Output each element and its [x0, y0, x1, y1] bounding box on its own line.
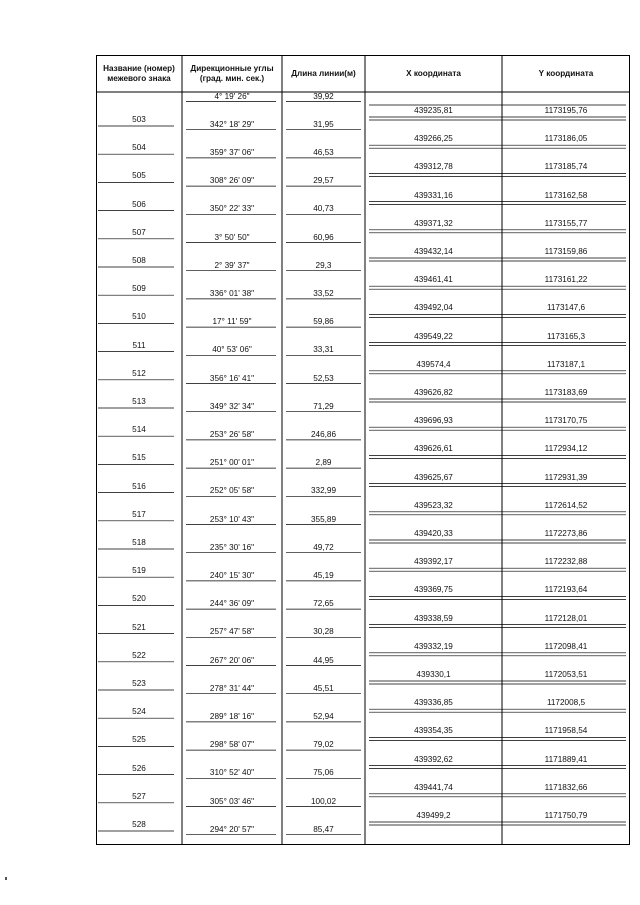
coordinates-table [96, 55, 630, 845]
direction-angle-cell: 350° 22' 33" [209, 204, 255, 214]
line-length-cell: 40,73 [313, 204, 334, 214]
y-coordinate-cell: 1171832,66 [544, 782, 588, 792]
y-coordinate-cell: 1173162,58 [544, 190, 588, 200]
point-name-cell: 525 [132, 735, 146, 745]
direction-angle-cell: 251° 00' 01" [209, 458, 255, 468]
point-name-cell: 526 [132, 763, 146, 773]
line-length-cell: 332,99 [310, 486, 337, 496]
direction-angle-cell: 252° 05' 58" [209, 486, 255, 496]
point-name-cell: 503 [132, 115, 146, 124]
direction-angle-cell: 253° 10' 43" [209, 514, 255, 524]
x-coordinate-cell: 439420,33 [414, 529, 453, 538]
point-name-cell: 522 [132, 650, 146, 660]
line-length-cell: 30,28 [313, 627, 334, 637]
x-coordinate-cell: 439432,14 [414, 247, 453, 256]
y-coordinate-cell: 1173185,74 [544, 162, 588, 172]
direction-angle-cell: 289° 18' 16" [209, 711, 255, 721]
x-coordinate-cell: 439626,82 [414, 388, 453, 397]
point-name-cell: 518 [132, 538, 146, 547]
line-length-cell: 52,53 [313, 373, 334, 383]
line-length-cell: 45,19 [313, 570, 334, 580]
point-name-cell: 528 [132, 820, 146, 829]
y-coordinate-cell: 1173195,76 [544, 106, 588, 115]
direction-angle-cell: 294° 20' 57" [209, 824, 255, 834]
y-coordinate-cell: 1173155,77 [544, 218, 588, 228]
x-coordinate-cell: 439523,32 [414, 500, 453, 510]
direction-angle-cell: 308° 26' 09" [209, 176, 255, 186]
point-name-cell: 516 [132, 481, 146, 491]
y-coordinate-cell: 1172232,88 [544, 557, 588, 567]
line-length-cell: 33,31 [313, 345, 334, 355]
y-coordinate-cell: 1172053,51 [544, 670, 588, 679]
x-coordinate-cell: 439461,41 [414, 275, 453, 285]
point-name-cell: 523 [132, 679, 146, 688]
y-coordinate-cell: 1173147,6 [546, 303, 586, 313]
direction-angle-cell: 267° 20' 06" [209, 655, 255, 665]
direction-angle-cell: 17° 11' 59" [212, 317, 252, 327]
x-coordinate-cell: 439626,61 [414, 444, 453, 454]
direction-angle-cell: 349° 32' 34" [209, 401, 255, 411]
y-coordinate-cell: 1173186,05 [544, 134, 588, 144]
direction-angle-cell: 235° 30' 16" [209, 542, 255, 552]
line-length-cell: 2,89 [315, 458, 332, 468]
point-name-cell: 527 [132, 791, 146, 801]
point-name-cell: 520 [132, 594, 146, 604]
direction-angle-cell: 3° 50' 50" [214, 232, 250, 242]
point-name-cell: 504 [132, 143, 146, 153]
direction-angle-cell: 240° 15' 30" [209, 570, 255, 580]
line-length-cell: 29,3 [315, 260, 332, 270]
point-name-cell: 508 [132, 256, 146, 265]
x-coordinate-cell: 439499,2 [416, 811, 451, 820]
direction-angle-cell: 336° 01' 38" [209, 288, 255, 298]
direction-angle-cell: 253° 26' 58" [209, 429, 255, 439]
line-length-cell: 31,95 [313, 119, 334, 129]
point-name-cell: 511 [132, 340, 146, 350]
x-coordinate-cell: 439330,1 [416, 670, 451, 679]
y-coordinate-cell: 1172273,86 [544, 529, 588, 538]
direction-angle-cell: 278° 31' 44" [209, 683, 255, 693]
y-coordinate-cell: 1173187,1 [546, 359, 586, 369]
header-line-length: Длина линии(м) [291, 68, 356, 78]
header-x-coordinate: X координата [406, 68, 461, 78]
y-coordinate-cell: 1173170,75 [544, 416, 588, 426]
direction-angle-cell: 305° 03' 46" [209, 796, 255, 806]
line-length-cell: 60,96 [313, 232, 334, 242]
direction-angle-cell: 2° 39' 37" [214, 260, 250, 270]
point-name-cell: 515 [132, 453, 146, 463]
line-length-cell: 44,95 [313, 655, 334, 665]
x-coordinate-cell: 439549,22 [414, 331, 453, 341]
line-length-cell: 75,06 [313, 768, 334, 778]
direction-angle-cell: 4° 19' 26" [214, 91, 250, 101]
point-name-cell: 524 [132, 707, 146, 717]
line-length-cell: 355,89 [310, 514, 337, 524]
line-length-cell: 59,86 [313, 317, 334, 327]
x-coordinate-cell: 439492,04 [414, 303, 453, 313]
y-coordinate-cell: 1172614,52 [544, 500, 588, 510]
direction-angle-cell: 244° 36' 09" [209, 599, 255, 609]
line-length-cell: 79,02 [313, 740, 334, 750]
x-coordinate-cell: 439369,75 [414, 585, 453, 595]
x-coordinate-cell: 439354,35 [414, 726, 453, 736]
direction-angle-cell: 298° 58' 07" [209, 740, 255, 750]
line-length-cell: 72,65 [313, 599, 334, 609]
line-length-cell: 49,72 [313, 542, 334, 552]
x-coordinate-cell: 439574,4 [416, 359, 451, 369]
x-coordinate-cell: 439266,25 [414, 134, 453, 144]
line-length-cell: 85,47 [313, 824, 334, 834]
line-length-cell: 33,52 [313, 288, 334, 298]
point-name-cell: 505 [132, 171, 146, 181]
y-coordinate-cell: 1172098,41 [544, 641, 588, 651]
y-coordinate-cell: 1172934,12 [544, 444, 588, 454]
x-coordinate-cell: 439312,78 [414, 162, 453, 172]
header-y-coordinate: Y координата [538, 68, 594, 78]
point-name-cell: 507 [132, 227, 146, 237]
y-coordinate-cell: 1172128,01 [544, 613, 588, 623]
point-name-cell: 519 [132, 566, 146, 576]
line-length-cell: 246,86 [310, 429, 337, 439]
direction-angle-cell: 310° 52' 40" [209, 768, 255, 778]
direction-angle-cell: 40° 53' 06" [212, 345, 252, 355]
point-name-cell: 513 [132, 397, 146, 406]
line-length-cell: 39,92 [313, 91, 334, 101]
x-coordinate-cell: 439331,16 [414, 190, 453, 200]
x-coordinate-cell: 439371,32 [414, 218, 453, 228]
y-coordinate-cell: 1171750,79 [544, 811, 588, 820]
point-name-cell: 521 [132, 622, 146, 632]
x-coordinate-cell: 439336,85 [414, 698, 453, 708]
line-length-cell: 71,29 [313, 401, 334, 411]
x-coordinate-cell: 439441,74 [414, 782, 453, 792]
direction-angle-cell: 257° 47' 58" [209, 627, 255, 637]
direction-angle-cell: 356° 16' 41" [209, 373, 255, 383]
y-coordinate-cell: 1171889,41 [544, 754, 588, 764]
direction-angle-cell: 359° 37' 06" [209, 147, 255, 157]
line-length-cell: 29,57 [313, 176, 334, 186]
x-coordinate-cell: 439625,67 [414, 472, 453, 482]
x-coordinate-cell: 439392,17 [414, 557, 453, 567]
scan-speck [5, 877, 7, 880]
line-length-cell: 100,02 [310, 796, 337, 806]
line-length-cell: 46,53 [313, 147, 334, 157]
y-coordinate-cell: 1171958,54 [544, 726, 588, 736]
direction-angle-cell: 342° 18' 29" [209, 119, 255, 129]
y-coordinate-cell: 1172931,39 [544, 472, 588, 482]
y-coordinate-cell: 1173165,3 [546, 331, 586, 341]
point-name-cell: 517 [132, 509, 146, 519]
y-coordinate-cell: 1173183,69 [544, 388, 588, 397]
line-length-cell: 45,51 [313, 683, 334, 693]
y-coordinate-cell: 1172008,5 [546, 698, 586, 708]
y-coordinate-cell: 1173159,86 [544, 247, 588, 256]
point-name-cell: 510 [132, 312, 146, 322]
header-point-name: Название (номер) межевого знака [103, 64, 175, 83]
line-length-cell: 52,94 [313, 711, 334, 721]
x-coordinate-cell: 439332,19 [414, 641, 453, 651]
y-coordinate-cell: 1172193,64 [544, 585, 588, 595]
point-name-cell: 512 [132, 368, 146, 378]
x-coordinate-cell: 439235,81 [414, 106, 453, 115]
x-coordinate-cell: 439696,93 [414, 416, 453, 426]
y-coordinate-cell: 1173161,22 [544, 275, 588, 285]
header-direction-angle: Дирекционные углы (град. мин. сек.) [190, 64, 274, 83]
point-name-cell: 514 [132, 425, 146, 435]
point-name-cell: 506 [132, 199, 146, 209]
x-coordinate-cell: 439338,59 [414, 613, 453, 623]
x-coordinate-cell: 439392,62 [414, 754, 453, 764]
point-name-cell: 509 [132, 284, 146, 294]
